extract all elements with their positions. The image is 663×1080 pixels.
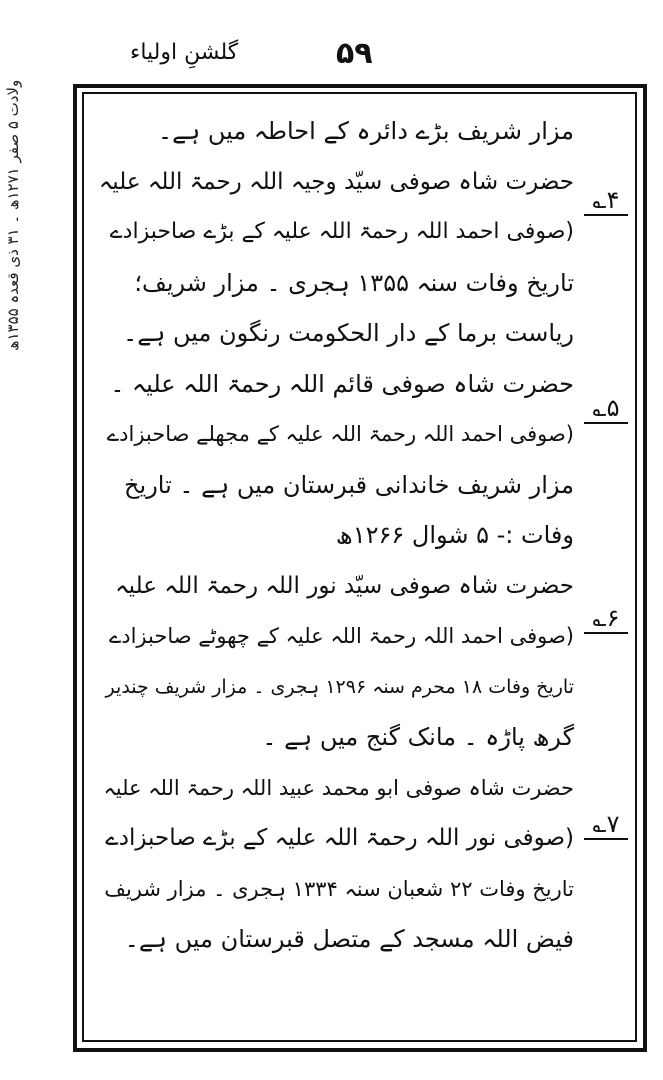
text-line: گرھ پاڑہ ۔ مانک گنج میں ہے ۔ <box>262 723 574 751</box>
text-line: وفات :- ۵ شوال ۱۲۶۶ھ <box>335 521 574 549</box>
text-line: فیض اللہ مسجد کے متصل قبرستان میں ہے۔ <box>124 925 574 953</box>
entry-number-7: ۷؎ <box>578 810 634 838</box>
text-line: تاریخ وفات ۲۲ شعبان سنہ ۱۳۳۴ ہجری ۔ مزار شریف <box>104 876 574 901</box>
text-line: (صوفی نور اللہ رحمۃ اللہ علیہ کے بڑے صاحبزادے <box>105 825 574 851</box>
entry-number-4: ۴؎ <box>578 186 634 214</box>
text-line: حضرت شاہ صوفی سیّد نور اللہ رحمۃ اللہ علیہ <box>115 572 574 599</box>
text-line: حضرت شاہ صوفی ابو محمد عبید اللہ رحمۃ اللہ علیہ <box>103 775 574 800</box>
text-line: (صوفی احمد اللہ رحمۃ اللہ علیہ کے چھوٹے صاحبزادے <box>108 624 574 648</box>
text-line: (صوفی احمد اللہ رحمۃ اللہ علیہ کے بڑے صاحبزادے <box>109 219 574 244</box>
margin-note: ولادت ۵ صفر ۱۲۷۱ھ ۔ ۳۱ ذی قعدہ ۱۳۵۵ھ <box>4 80 22 352</box>
entry-number-5: ۵؎ <box>578 394 634 422</box>
text-line: مزار شریف خاندانی قبرستان میں ہے ۔ تاریخ <box>124 470 574 499</box>
body-text <box>96 106 574 965</box>
text-line: تاریخ وفات سنہ ۱۳۵۵ ہجری ۔ مزار شریف؛ <box>134 268 574 297</box>
page-header <box>0 36 663 84</box>
text-line: حضرت شاہ صوفی سیّد وجیہ اللہ رحمۃ اللہ علیہ <box>98 168 574 195</box>
text-line: تاریخ وفات ۱۸ محرم سنہ ۱۲۹۶ ہجری ۔ مزار شریف چندیر <box>105 675 574 698</box>
book-title: گلشنِ اولیاء <box>130 40 239 65</box>
text-line: حضرت شاہ صوفی قائم اللہ رحمۃ اللہ علیہ ۔ <box>110 369 574 398</box>
text-line: (صوفی احمد اللہ رحمۃ اللہ علیہ کے مجھلے صاحبزادے <box>106 422 574 446</box>
page-number: ۵۹ <box>336 36 373 71</box>
text-line: ریاست برما کے دار الحکومت رنگون میں ہے۔ <box>123 319 574 347</box>
entry-number-6: ۶؎ <box>578 604 634 632</box>
text-line: مزار شریف بڑے دائرہ کے احاطہ میں ہے۔ <box>158 117 574 145</box>
